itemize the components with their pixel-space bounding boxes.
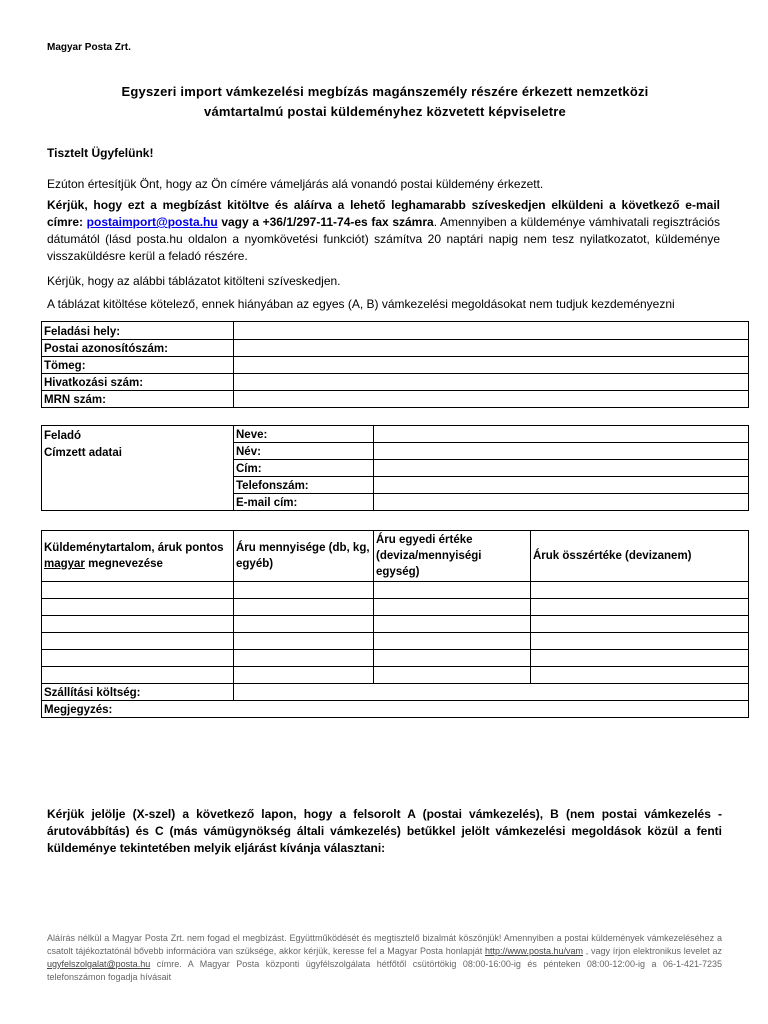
goods-cell[interactable]: [42, 599, 234, 616]
goods-cell[interactable]: [234, 616, 374, 633]
footer-vam-link[interactable]: http://www.posta.hu/vam: [484, 946, 584, 956]
title-line-2: vámtartalmú postai küldeményhez közvetett képviseletre: [204, 104, 566, 119]
label-note[interactable]: Megjegyzés:: [42, 701, 749, 718]
cimzett-spacer: [42, 460, 234, 477]
goods-cell[interactable]: [374, 582, 531, 599]
goods-cell[interactable]: [234, 633, 374, 650]
instruction-paragraph: [47, 197, 720, 265]
label-cim: Cím:: [234, 460, 374, 477]
fill-request-paragraph: Kérjük, hogy az alábbi táblázatot kitölteni szíveskedjen.: [47, 274, 341, 288]
label-telefonszam: Telefonszám:: [234, 477, 374, 494]
goods-cell[interactable]: [531, 616, 749, 633]
input-neve[interactable]: [374, 426, 749, 443]
goods-cell[interactable]: [234, 599, 374, 616]
footer-note: Aláírás nélkül a Magyar Posta Zrt. nem fogad el megbízást. Együttműködését és megtisztelő bizalmát köszönjük! Amennyiben a postai küldemények vámkezeléséhez a csatolt tájékoztatónál bővebb információra van szüksége, akkor kérjük, keresse fel a Magyar Posta honlapját http://www.posta.hu/vam , vagy írjon elektronikus levelet az ugyfelszolgalat@posta.hu címre. A Magyar Posta központi ügyfélszolgálata hétfőtől csütörtökig 08:00-16:00-ig és pénteken 08:00-12:00-ig a 06-1-421-7235 telefonszámon fogadja hívásait: [47, 933, 722, 982]
goods-cell[interactable]: [374, 667, 531, 684]
header-unit-value: Áru egyedi értéke (deviza/mennyiségi egység): [374, 531, 531, 582]
goods-cell[interactable]: [42, 616, 234, 633]
email-link[interactable]: postaimport@posta.hu: [86, 215, 218, 229]
goods-cell[interactable]: [531, 650, 749, 667]
instruction-bold-a: Kérjük, hogy ezt a megbízást kitöltve és aláírva a lehető leghamarabb szíveskedjen elküldeni a következő e-mail címre:: [47, 198, 720, 229]
goods-cell[interactable]: [234, 650, 374, 667]
goods-cell[interactable]: [531, 667, 749, 684]
mandatory-paragraph: A táblázat kitöltése kötelező, ennek hiányában az egyes (A, B) vámkezelési megoldásokat nem tudjuk kezdeményezni: [47, 297, 675, 311]
input-shipping-cost[interactable]: [234, 684, 749, 701]
input-feladasi-hely[interactable]: [234, 322, 749, 340]
input-cim[interactable]: [374, 460, 749, 477]
goods-cell[interactable]: [374, 599, 531, 616]
input-hivatkozasi-szam[interactable]: [234, 374, 749, 391]
goods-cell[interactable]: [531, 633, 749, 650]
label-mrn-szam: MRN szám:: [42, 391, 234, 408]
instruction-bold-b: vagy a +36/1/297-11-74-es fax számra: [217, 215, 434, 229]
input-telefonszam[interactable]: [374, 477, 749, 494]
goods-cell[interactable]: [234, 667, 374, 684]
title-line-1: Egyszeri import vámkezelési megbízás magánszemély részére érkezett nemzetközi: [121, 84, 649, 99]
greeting: Tisztelt Ügyfelünk!: [47, 146, 154, 160]
document-title: [40, 82, 730, 122]
shipment-id-table: [41, 321, 749, 408]
goods-cell[interactable]: [234, 582, 374, 599]
goods-cell[interactable]: [42, 650, 234, 667]
goods-cell[interactable]: [374, 633, 531, 650]
goods-cell[interactable]: [374, 616, 531, 633]
header-quantity: Áru mennyisége (db, kg, egyéb): [234, 531, 374, 582]
cimzett-spacer: [42, 494, 234, 511]
header-total-value: Áruk összértéke (devizanem): [531, 531, 749, 582]
footer-email-link[interactable]: ugyfelszolgalat@posta.hu: [47, 959, 151, 969]
label-tomeg: Tömeg:: [42, 357, 234, 374]
notice-paragraph: Ezúton értesítjük Önt, hogy az Ön címére vámeljárás alá vonandó postai küldemény érkezett.: [47, 177, 544, 191]
company-name: Magyar Posta Zrt.: [47, 42, 131, 53]
label-shipping-cost: Szállítási költség:: [42, 684, 234, 701]
label-nev: Név:: [234, 443, 374, 460]
party-table: [41, 425, 749, 511]
label-feladasi-hely: Feladási hely:: [42, 322, 234, 340]
header-goods-description: Küldeménytartalom, áruk pontos magyar megnevezése: [42, 531, 234, 582]
input-email[interactable]: [374, 494, 749, 511]
goods-cell[interactable]: [42, 667, 234, 684]
goods-cell[interactable]: [42, 582, 234, 599]
input-mrn-szam[interactable]: [234, 391, 749, 408]
label-cimzett-adatai: Címzett adatai: [42, 443, 234, 460]
label-neve: Neve:: [234, 426, 374, 443]
input-nev[interactable]: [374, 443, 749, 460]
instruction-rest: . Amennyiben a küldeménye vámhivatali regisztrációs dátumától (lásd posta.hu oldalon a nyomkövetési funkciót) számítva 20 naptári napig nem tesz nyilatkozatot, küldeménye visszaküldésre kerül a feladó részére.: [47, 215, 720, 263]
goods-cell[interactable]: [531, 599, 749, 616]
label-felado: Feladó: [42, 426, 234, 443]
label-email: E-mail cím:: [234, 494, 374, 511]
goods-table: [41, 530, 749, 718]
cimzett-spacer: [42, 477, 234, 494]
label-postai-azonosito: Postai azonosítószám:: [42, 340, 234, 357]
input-tomeg[interactable]: [234, 357, 749, 374]
input-postai-azonosito[interactable]: [234, 340, 749, 357]
goods-cell[interactable]: [374, 650, 531, 667]
goods-cell[interactable]: [42, 633, 234, 650]
closing-paragraph: Kérjük jelölje (X-szel) a következő lapon, hogy a felsorolt A (postai vámkezelés), B (nem postai vámkezelés - árutovábbítás) és C (más vámügynökség általi vámkezelés) betűkkel jelölt vámkezelési megoldások közül a fenti küldeménye tekintetében melyik eljárást kívánja választani:: [47, 807, 722, 855]
goods-cell[interactable]: [531, 582, 749, 599]
label-hivatkozasi-szam: Hivatkozási szám:: [42, 374, 234, 391]
